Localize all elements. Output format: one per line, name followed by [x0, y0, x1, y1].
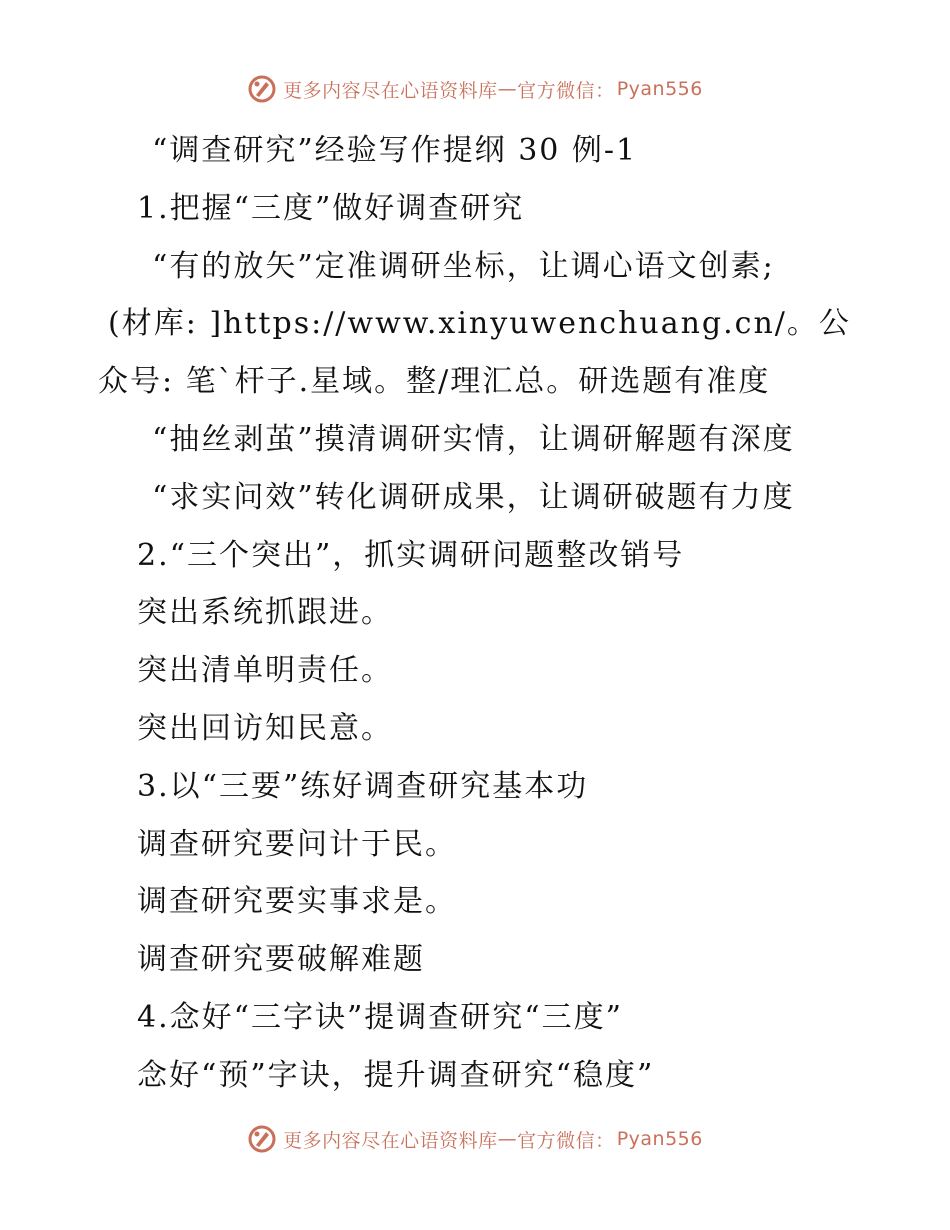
section-heading-4: 4.念好“三字诀”提调查研究“三度” [137, 999, 623, 1035]
header-banner [0, 74, 950, 104]
banner-wechat-label: 官方微信： [517, 1129, 615, 1152]
section-heading-1: 1.把握“三度”做好调查研究 [137, 190, 525, 226]
banner-dash: — [497, 1128, 518, 1150]
paragraph-line: “有的放矢”定准调研坐标，让调心语文创素; [152, 248, 775, 284]
pen-seal-logo-icon [247, 1124, 277, 1154]
paragraph-line: 突出清单明责任。 [137, 653, 393, 689]
paragraph-line: 众号: 笔`杆子.星域。整/理汇总。研选题有准度 [98, 364, 771, 400]
paragraph-line: 突出回访知民意。 [137, 710, 393, 746]
paragraph-line: 调查研究要破解难题 [137, 942, 425, 978]
paragraph-line: “抽丝剥茧”摸清调研实情，让调研解题有深度 [152, 421, 795, 457]
paragraph-line: 突出系统抓跟进。 [137, 595, 393, 631]
paragraph-line: “求实问效”转化调研成果，让调研破题有力度 [152, 479, 795, 515]
banner-wechat-label: 官方微信： [517, 79, 615, 102]
paragraph-line: 调查研究要问计于民。 [137, 826, 457, 862]
section-heading-3: 3.以“三要”练好调查研究基本功 [137, 768, 589, 804]
document-body [0, 122, 950, 1105]
footer-banner [0, 1124, 950, 1154]
paragraph-line: (材库: ]https://www.xinyuwenchuang.cn/。公 [108, 306, 851, 342]
section-heading-2: 2.“三个突出”，抓实调研问题整改销号 [137, 537, 685, 573]
banner-wechat-id: Pyan556 [616, 78, 703, 100]
pen-seal-logo-icon [247, 74, 277, 104]
banner-wechat-id: Pyan556 [616, 1128, 703, 1150]
banner-main-text: 更多内容尽在心语资料库 [283, 79, 498, 102]
document-title: “调查研究”经验写作提纲 30 例-1 [152, 133, 638, 168]
paragraph-line: 调查研究要实事求是。 [137, 884, 457, 920]
paragraph-line: 念好“预”字诀，提升调查研究“稳度” [137, 1057, 655, 1093]
banner-dash: — [497, 78, 518, 100]
banner-main-text: 更多内容尽在心语资料库 [283, 1129, 498, 1152]
